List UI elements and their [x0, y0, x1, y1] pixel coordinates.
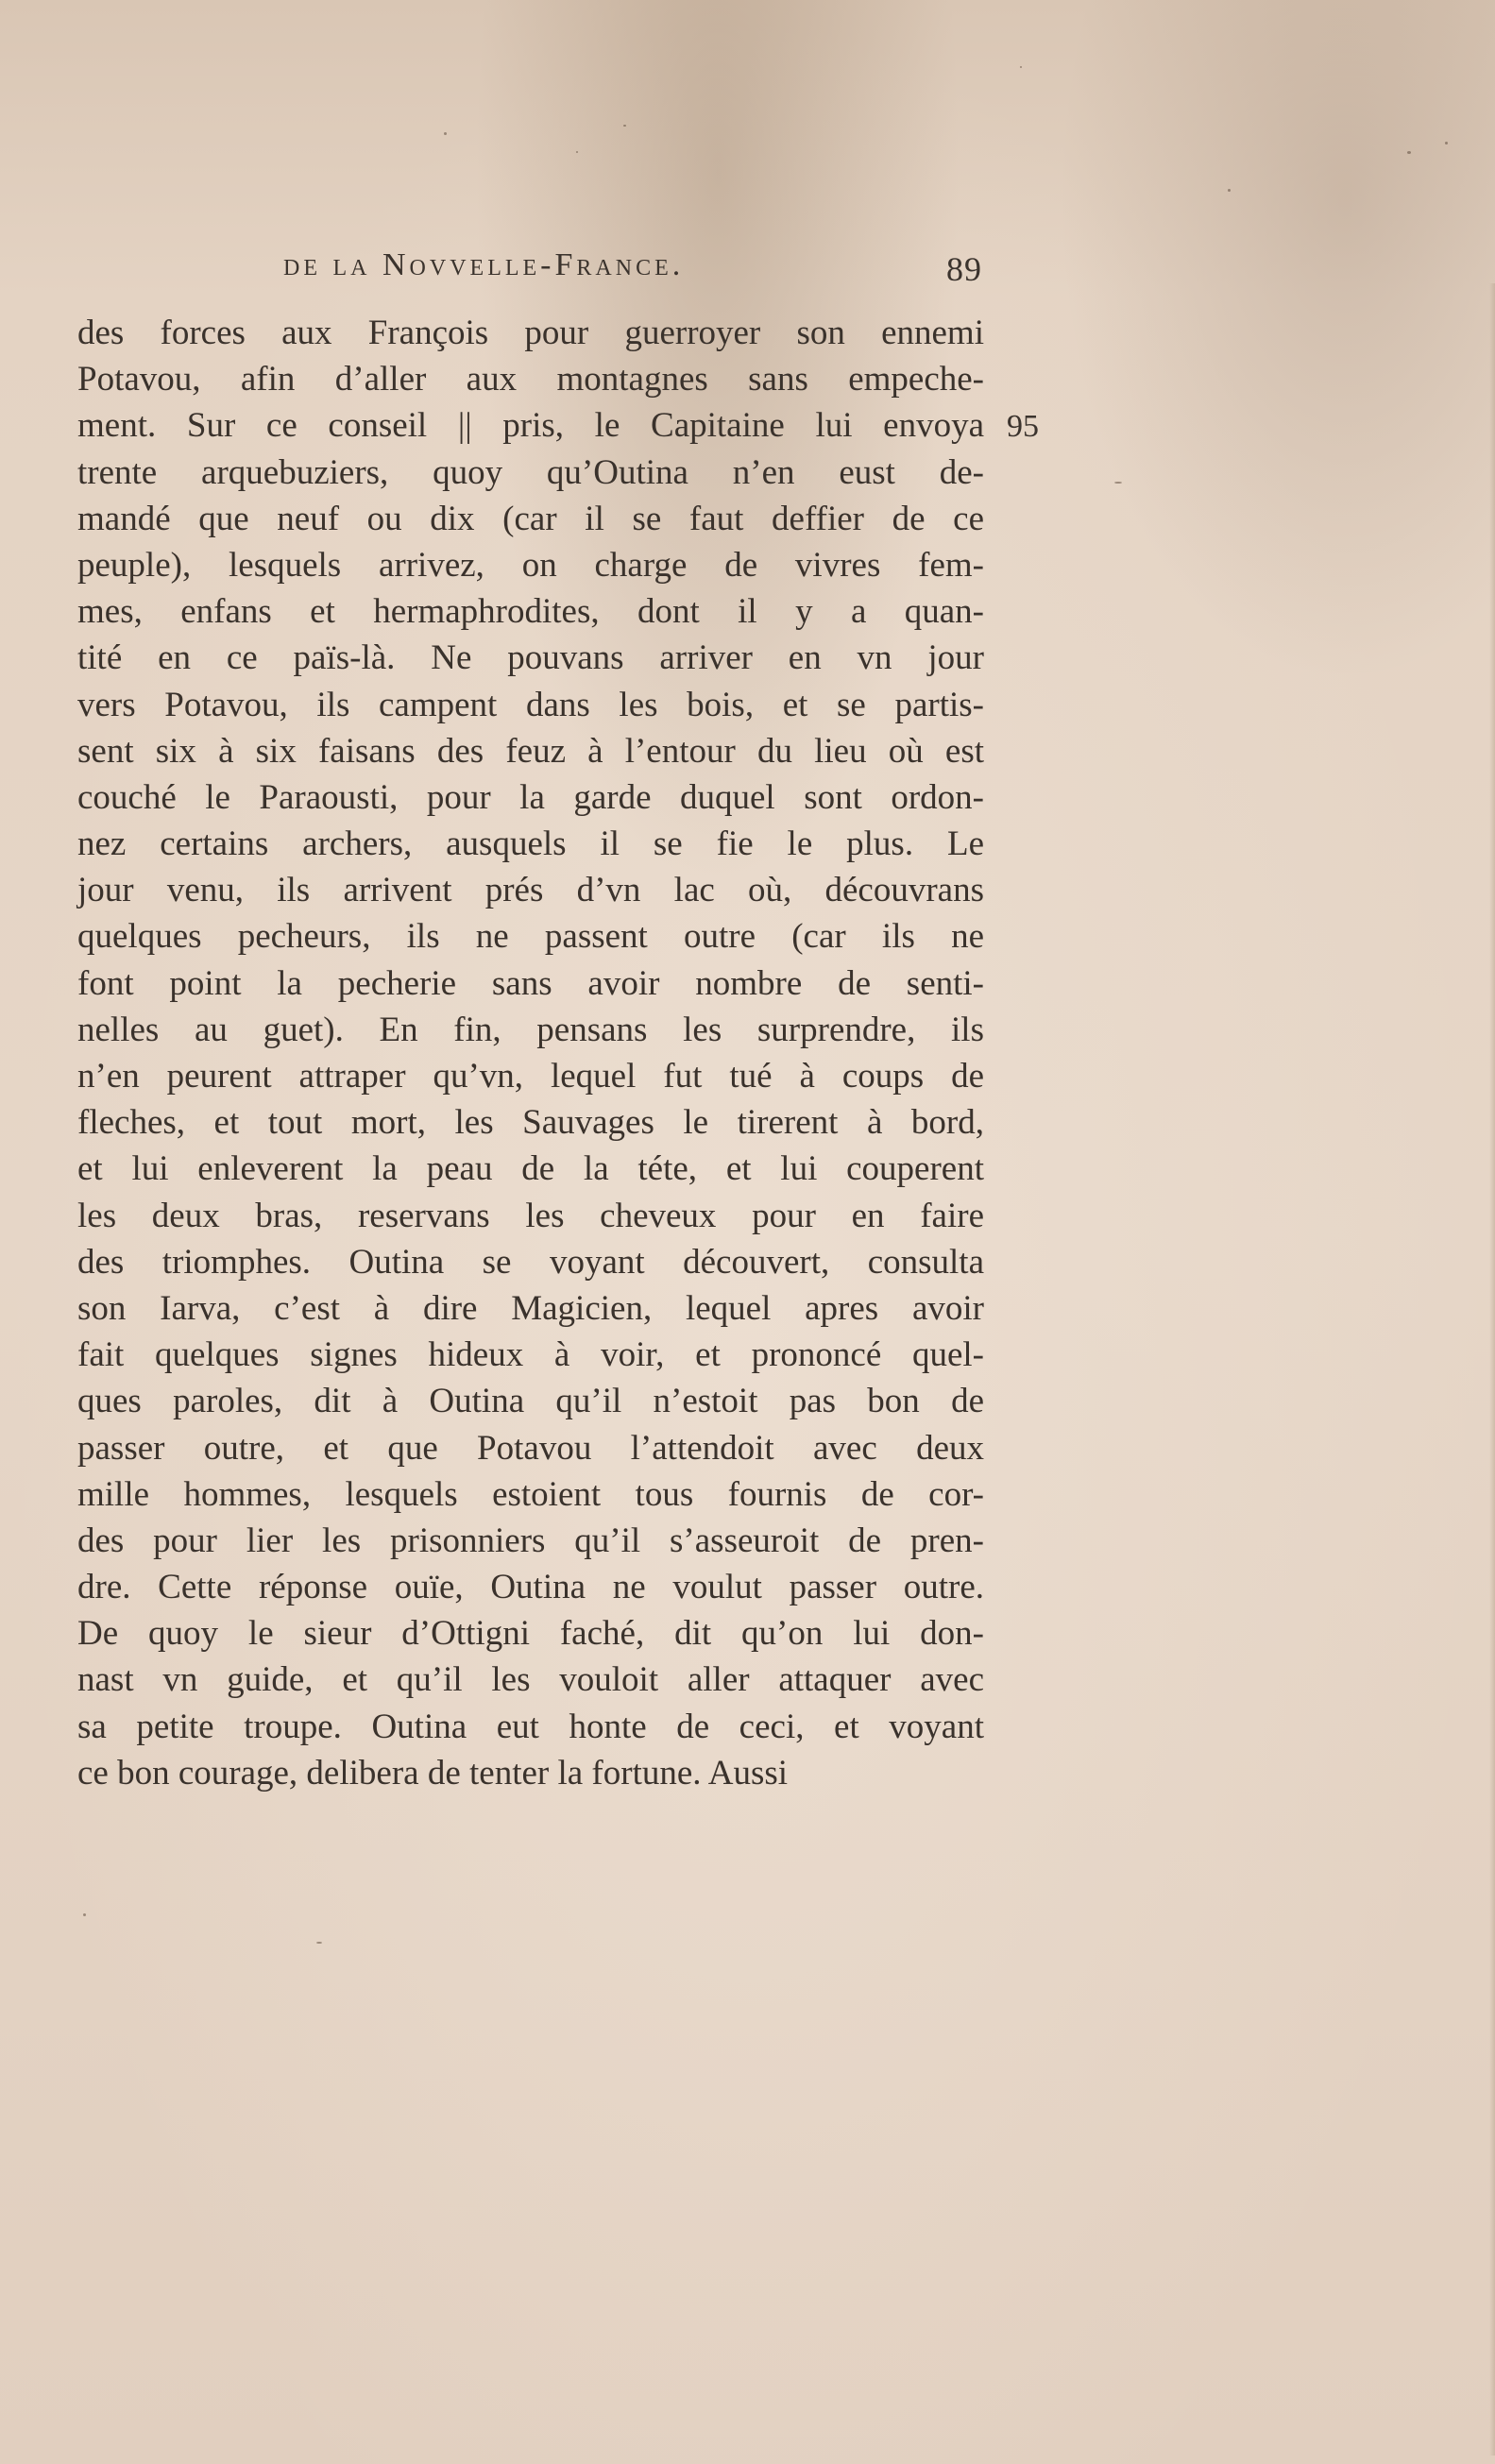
paper-speck	[444, 132, 447, 135]
text-line: les deux bras, reservans les cheveux pour en faire	[77, 1196, 984, 1235]
body-text	[77, 310, 984, 1796]
text-line: son Iarva, c’est à dire Magicien, lequel apres avoir	[77, 1288, 984, 1328]
text-line: Potavou, afin d’aller aux montagnes sans empeche-	[77, 360, 984, 399]
text-line: nez certains archers, ausquels il se fie le plus. Le	[77, 824, 984, 864]
text-line: mes, enfans et hermaphrodites, dont il y a quan-	[77, 592, 984, 632]
paper-speck	[1407, 151, 1411, 154]
text-line: sent six à six faisans des feuz à l’entour du lieu où est	[77, 731, 984, 771]
text-line: quelques pecheurs, ils ne passent outre (car ils ne	[77, 917, 984, 957]
text-line: et lui enleverent la peau de la téte, et lui couperent	[77, 1149, 984, 1189]
paper-speck	[576, 151, 578, 153]
text-line: fait quelques signes hideux à voir, et prononcé quel-	[77, 1335, 984, 1375]
text-line: tité en ce païs-là. Ne pouvans arriver en vn jour	[77, 638, 984, 678]
text-line: De quoy le sieur d’Ottigni faché, dit qu’on lui don-	[77, 1614, 984, 1654]
text-line: sa petite troupe. Outina eut honte de ceci, et voyant	[77, 1707, 984, 1746]
text-line: nast vn guide, et qu’il les vouloit aller attaquer avec	[77, 1660, 984, 1700]
text-line: couché le Paraousti, pour la garde duquel sont ordon-	[77, 777, 984, 817]
text-line: des pour lier les prisonniers qu’il s’asseuroit de pren-	[77, 1521, 984, 1560]
paper-speck	[83, 1913, 86, 1916]
running-head	[283, 247, 982, 295]
paper-speck	[1020, 66, 1022, 68]
paper-speck	[1228, 189, 1231, 192]
page-edge-shadow	[1489, 283, 1495, 2456]
text-line: nelles au guet). En fin, pensans les surprendre, ils	[77, 1010, 984, 1049]
text-line: passer outre, et que Potavou l’attendoit avec deux	[77, 1428, 984, 1468]
text-line: dre. Cette réponse ouïe, Outina ne voulut passer outre.	[77, 1568, 984, 1607]
page-number: 89	[946, 250, 982, 288]
text-line: n’en peurent attraper qu’vn, lequel fut tué à coups de	[77, 1057, 984, 1096]
paper-speck	[1114, 482, 1122, 484]
text-line: peuple), lesquels arrivez, on charge de vivres fem-	[77, 545, 984, 585]
paper-speck	[623, 125, 626, 127]
text-line: vers Potavou, ils campent dans les bois, et se partis-	[77, 685, 984, 724]
text-line: des triomphes. Outina se voyant découvert, consulta	[77, 1242, 984, 1282]
running-title: de la Novvelle-France.	[283, 247, 685, 282]
text-line: trente arquebuziers, quoy qu’Outina n’en eust de-	[77, 452, 984, 492]
text-line: ment. Sur ce conseil || pris, le Capitaine lui envoya	[77, 406, 984, 446]
text-line: mandé que neuf ou dix (car il se faut deffier de ce	[77, 499, 984, 538]
paper-speck	[1445, 142, 1448, 144]
text-line: ce bon courage, delibera de tenter la fortune. Aussi	[77, 1753, 789, 1793]
paper-speck	[316, 1942, 322, 1944]
text-line: jour venu, ils arrivent prés d’vn lac où, découvrans	[77, 871, 984, 910]
text-line: fleches, et tout mort, les Sauvages le tirerent à bord,	[77, 1103, 984, 1143]
margin-line-number: 95	[1007, 409, 1039, 444]
text-line: ques paroles, dit à Outina qu’il n’estoit pas bon de	[77, 1382, 984, 1421]
text-line: mille hommes, lesquels estoient tous fournis de cor-	[77, 1474, 984, 1514]
text-line: font point la pecherie sans avoir nombre de senti-	[77, 963, 984, 1003]
text-line: des forces aux François pour guerroyer son ennemi	[77, 314, 984, 352]
